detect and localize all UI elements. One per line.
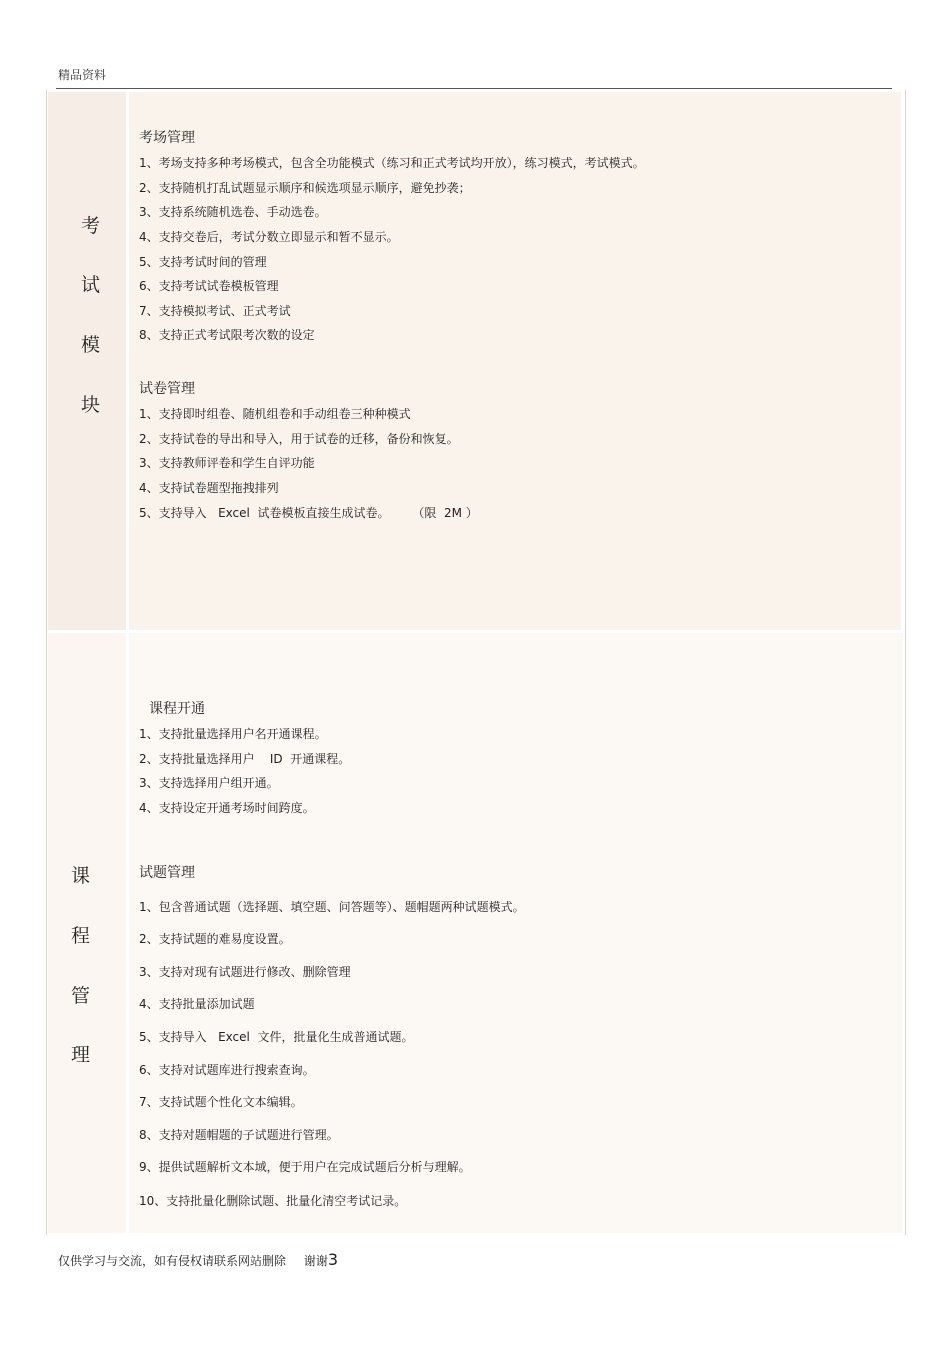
venue-item: 1、考场支持多种考场模式，包含全功能模式（练习和正式考试均开放），练习模式，考试模式。 (139, 156, 645, 170)
venue-management-title: 考场管理 (139, 130, 195, 146)
course-open-item: 4、支持设定开通考场时间跨度。 (139, 801, 315, 815)
venue-item: 7、支持模拟考试、正式考试 (139, 304, 291, 318)
exam-module-label-char: 块 (81, 394, 101, 416)
question-item: 4、支持批量添加试题 (139, 997, 255, 1011)
venue-item: 3、支持系统随机选卷、手动选卷。 (139, 205, 327, 219)
course-open-item: 1、支持批量选择用户名开通课程。 (139, 727, 327, 741)
question-item: 5、支持导入 Excel 文件，批量化生成普通试题。 (139, 1030, 414, 1044)
course-module-label-char: 程 (71, 925, 91, 947)
course-module-label-char: 课 (71, 865, 91, 887)
page-footer (58, 1250, 338, 1269)
footer-disclaimer: 仅供学习与交流，如有侵权请联系网站删除 (58, 1254, 287, 1268)
course-module-label-char: 理 (71, 1044, 91, 1066)
paper-management-title: 试卷管理 (139, 381, 195, 397)
venue-item: 6、支持考试试卷模板管理 (139, 279, 279, 293)
venue-item: 2、支持随机打乱试题显示顺序和候选项显示顺序，避免抄袭； (139, 181, 471, 195)
page-header-label: 精品资料 (58, 68, 107, 82)
footer-thanks: 谢谢 (303, 1254, 328, 1268)
course-open-item: 2、支持批量选择用户 ID 开通课程。 (139, 752, 351, 766)
paper-item: 4、支持试卷题型拖拽排列 (139, 481, 279, 495)
header-divider (56, 88, 892, 89)
exam-module-label-char: 试 (81, 274, 101, 296)
question-item: 3、支持对现有试题进行修改、删除管理 (139, 965, 351, 979)
exam-module-label-char: 模 (81, 334, 101, 356)
exam-module-content-cell (129, 92, 901, 630)
paper-item: 1、支持即时组卷、随机组卷和手动组卷三种种模式 (139, 407, 411, 421)
course-open-title: 课程开通 (149, 701, 205, 717)
question-item: 1、包含普通试题（选择题、填空题、问答题等）、题帽题两种试题模式。 (139, 900, 525, 914)
question-item: 7、支持试题个性化文本编辑。 (139, 1095, 303, 1109)
page-number: 3 (327, 1250, 339, 1269)
exam-module-label-char: 考 (81, 215, 101, 237)
paper-item: 3、支持教师评卷和学生自评功能 (139, 456, 315, 470)
venue-item: 8、支持正式考试限考次数的设定 (139, 328, 315, 342)
question-item: 9、提供试题解析文本域，便于用户在完成试题后分析与理解。 (139, 1160, 471, 1174)
question-item: 10、支持批量化删除试题、批量化清空考试记录。 (139, 1194, 407, 1208)
question-item: 6、支持对试题库进行搜索查询。 (139, 1063, 315, 1077)
question-management-title: 试题管理 (139, 865, 195, 881)
exam-module-label-cell (48, 92, 126, 630)
paper-item: 5、支持导入 Excel 试卷模板直接生成试卷。 （限 2M ） (139, 506, 478, 520)
venue-item: 4、支持交卷后，考试分数立即显示和暂不显示。 (139, 230, 399, 244)
paper-item: 2、支持试卷的导出和导入，用于试卷的迁移，备份和恢复。 (139, 432, 459, 446)
course-open-item: 3、支持选择用户组开通。 (139, 776, 279, 790)
venue-item: 5、支持考试时间的管理 (139, 255, 267, 269)
question-item: 2、支持试题的难易度设置。 (139, 932, 291, 946)
question-item: 8、支持对题帽题的子试题进行管理。 (139, 1128, 339, 1142)
course-module-label-char: 管 (71, 985, 91, 1007)
